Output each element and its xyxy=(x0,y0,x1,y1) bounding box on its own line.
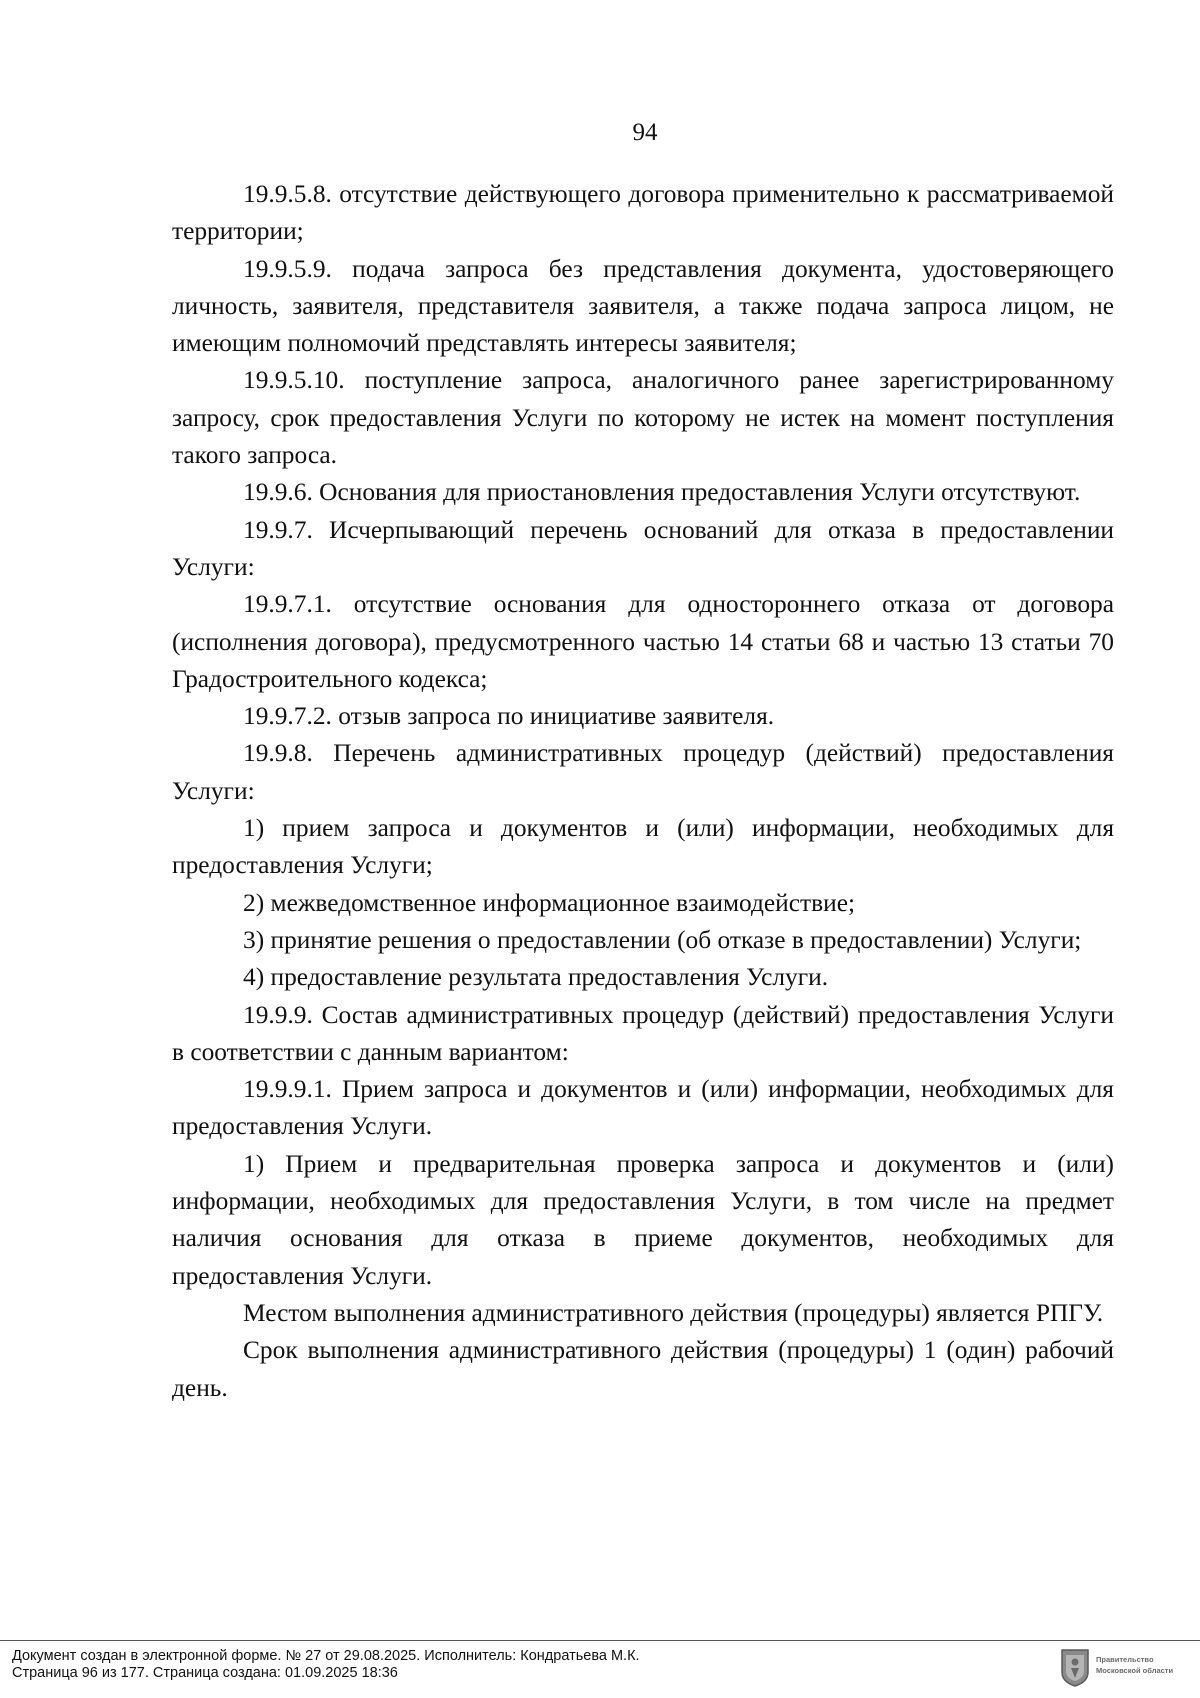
paragraph-19-9-7: 19.9.7. Исчерпывающий перечень оснований для отказа в предоставлении Услуги: xyxy=(172,515,1114,581)
paragraph-19-9-9: 19.9.9. Состав административных процедур (действий) предоставления Услуги в соответствии с данным вариантом: xyxy=(172,1000,1114,1066)
paragraph-19-9-7-2: 19.9.7.2. отзыв запроса по инициативе заявителя. xyxy=(243,702,775,731)
paragraph-19-9-8: 19.9.8. Перечень административных процедур (действий) предоставления Услуги: xyxy=(172,739,1114,805)
paragraph-19-9-5-9: 19.9.5.9. подача запроса без представления документа, удостоверяющего личность, заявителя, представителя заявителя, а также подача запроса лицом, не имеющим полномочий представлять интересы заявителя; xyxy=(172,254,1114,358)
paragraph-term: Срок выполнения административного действия (процедуры) 1 (один) рабочий день. xyxy=(172,1336,1114,1402)
seal-caption: Правительство Московской области xyxy=(1096,1655,1174,1675)
paragraph-19-9-5-8: 19.9.5.8. отсутствие действующего договора применительно к рассматриваемой территории; xyxy=(172,180,1114,246)
footer-line-1: Документ создан в электронной форме. № 27 от 29.08.2025. Исполнитель: Кондратьева М.К. xyxy=(12,1648,640,1664)
list-item-3: 3) принятие решения о предоставлении (об отказе в предоставлении) Услуги; xyxy=(243,925,1082,954)
coat-of-arms-icon xyxy=(1060,1648,1090,1688)
list-item-2: 2) межведомственное информационное взаимодействие; xyxy=(243,888,856,917)
page-number: 94 xyxy=(632,119,658,146)
footer-line-2: Страница 96 из 177. Страница создана: 01.09.2025 18:36 xyxy=(12,1665,398,1681)
document-footer xyxy=(0,1640,1200,1698)
footer-info xyxy=(12,1648,640,1682)
paragraph-19-9-5-10: 19.9.5.10. поступление запроса, аналогичного ранее зарегистрированному запросу, срок предоставления Услуги по которому не истек на момент поступления такого запроса. xyxy=(172,366,1114,470)
paragraph-place: Местом выполнения административного действия (процедуры) является РПГУ. xyxy=(243,1298,1104,1327)
footer-divider xyxy=(0,1640,1200,1641)
paragraph-19-9-6: 19.9.6. Основания для приостановления предоставления Услуги отсутствуют. xyxy=(243,478,1081,507)
list-item-4: 4) предоставление результата предоставления Услуги. xyxy=(243,963,829,992)
paragraph-19-9-9-1: 19.9.9.1. Прием запроса и документов и (или) информации, необходимых для предоставления Услуги. xyxy=(172,1075,1114,1141)
paragraph-step-1: 1) Прием и предварительная проверка запроса и документов и (или) информации, необходимых для предоставления Услуги, в том числе на предмет наличия основания для отказа в приеме документов, необходимых для предоставления Услуги. xyxy=(172,1149,1114,1290)
document-body xyxy=(172,176,1114,1407)
paragraph-19-9-7-1: 19.9.7.1. отсутствие основания для одностороннего отказа от договора (исполнения договора), предусмотренного частью 14 статьи 68 и частью 13 статьи 70 Градостроительного кодекса; xyxy=(172,590,1114,693)
list-item-1: 1) прием запроса и документов и (или) информации, необходимых для предоставления Услуги; xyxy=(172,814,1114,880)
